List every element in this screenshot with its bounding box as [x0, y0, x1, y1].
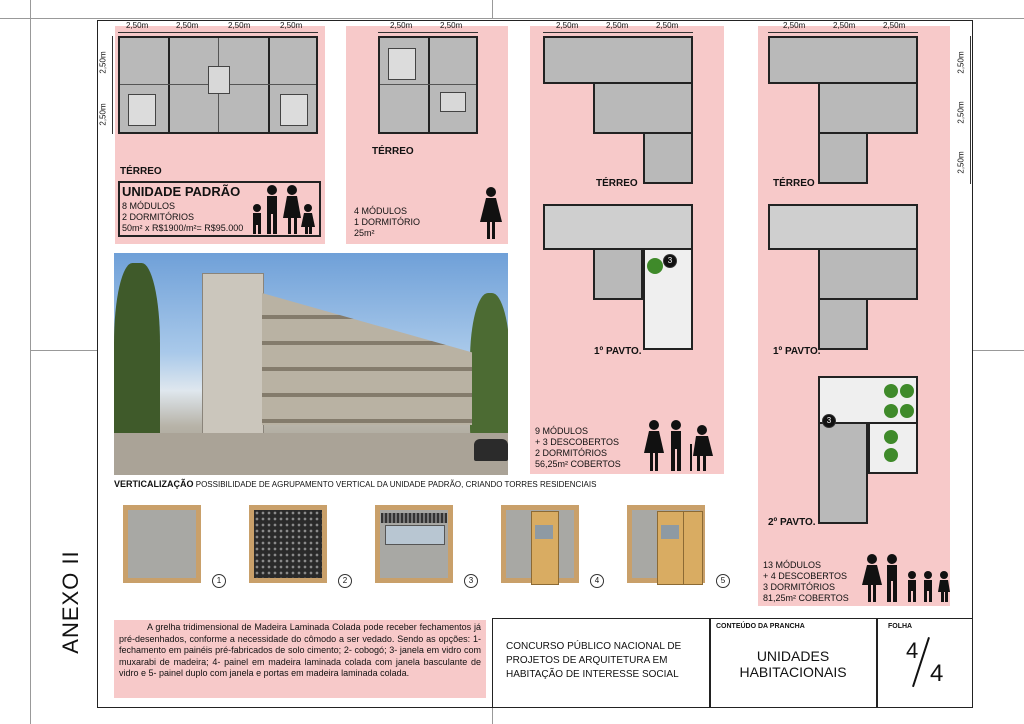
unit-d-ground-plan-stair — [818, 134, 868, 184]
panel-window-muxarabi — [369, 499, 459, 589]
glass-window — [535, 525, 553, 539]
unit-d-area: 81,25m² COBERTOS — [763, 593, 849, 603]
plant-icon — [884, 448, 898, 462]
verticalization-title: VERTICALIZAÇÃO — [114, 479, 194, 489]
wood-door — [683, 511, 703, 585]
page-rule-mid — [492, 0, 493, 18]
glass-window — [385, 525, 445, 545]
dim-line — [118, 32, 318, 33]
unit-d-first-plan-lower — [818, 250, 918, 300]
stair-marker: 3 — [822, 414, 836, 428]
panel-double-wood — [621, 499, 711, 589]
unit-c-area: 56,25m² COBERTOS — [535, 459, 621, 469]
car-shape — [474, 439, 508, 461]
annex-label: ANEXO II — [58, 550, 83, 654]
table-icon — [440, 92, 466, 112]
unit-b-area: 25m² — [354, 228, 375, 238]
unit-d-ground-label: TÉRREO — [773, 178, 815, 189]
unit-a-floor-plan — [118, 36, 318, 134]
panel-number: 1 — [212, 574, 226, 588]
unit-d-ground-plan-mid — [818, 84, 918, 134]
unit-c-ground-label: TÉRREO — [596, 178, 638, 189]
stair-marker: 3 — [663, 254, 677, 268]
sheet-number: 4 — [906, 638, 919, 663]
dim-label: 2,50m — [656, 21, 679, 30]
dim-line — [768, 32, 918, 33]
dim-label: 2,50m — [783, 21, 806, 30]
dim-label: 2,50m — [98, 51, 108, 74]
page-rule-left — [30, 350, 97, 351]
panel-wood-window — [495, 499, 585, 589]
unit-d-ground-plan — [768, 36, 918, 84]
unit-d-rooms: 3 DORMITÓRIOS — [763, 582, 836, 592]
bed-icon — [128, 94, 156, 126]
unit-a-modules: 8 MÓDULOS — [122, 201, 176, 211]
verticalization-text: POSSIBILIDADE DE AGRUPAMENTO VERTICAL DA UNIDADE PADRÃO, CRIANDO TORRES RESIDENCIAIS — [195, 480, 597, 489]
plan-wall — [380, 84, 476, 85]
unit-b-modules: 4 MÓDULOS — [354, 206, 408, 216]
description-box — [114, 620, 486, 698]
bed-icon — [388, 48, 416, 80]
building-render — [114, 253, 508, 475]
dim-label: 2,50m — [440, 21, 463, 30]
wood-door — [657, 511, 685, 585]
contest-title: CONCURSO PÚBLICO NACIONAL DE PROJETOS DE ARQUITETURA EM HABITAÇÃO DE INTERESSE SOCIAL — [506, 641, 682, 680]
page-rule-top — [0, 18, 1024, 19]
family-large-icon — [862, 553, 950, 603]
dim-line — [543, 32, 693, 33]
unit-a-cost: 50m² x R$1900/m²= R$95.000 — [122, 223, 244, 233]
sheet-label: FOLHA — [888, 623, 913, 630]
dim-line — [378, 32, 478, 33]
dim-label: 2,50m — [606, 21, 629, 30]
dim-label: 2,50m — [956, 151, 966, 174]
panel-soil-cement — [117, 499, 207, 589]
unit-a-rooms: 2 DORMITÓRIOS — [122, 212, 195, 222]
panel-cobogo — [243, 499, 333, 589]
panel-number: 2 — [338, 574, 352, 588]
unit-d-roof-garden — [868, 424, 918, 474]
unit-c-ground-plan — [543, 36, 693, 84]
dim-label: 2,50m — [228, 21, 251, 30]
ground — [114, 433, 508, 475]
content-title: UNIDADES HABITACIONAIS — [739, 648, 847, 680]
unit-c-rooms: 2 DORMITÓRIOS — [535, 448, 608, 458]
dim-label: 2,50m — [98, 103, 108, 126]
family-icon — [248, 183, 318, 235]
table-icon — [208, 66, 230, 94]
dim-label: 2,50m — [126, 21, 149, 30]
unit-d-second-plan-stair — [818, 424, 868, 524]
building-floors — [262, 293, 472, 425]
wood-frame — [249, 505, 327, 583]
unit-c-ground-plan-lower — [593, 84, 693, 134]
unit-d-first-plan-stair — [818, 300, 868, 350]
unit-d-first-label: 1º PAVTO. — [773, 346, 821, 357]
dim-line — [970, 36, 971, 184]
family-elderly-icon — [640, 418, 720, 472]
unit-a-floor-label: TÉRREO — [120, 166, 162, 177]
plan-wall — [168, 38, 170, 132]
unit-d-second-label: 2º PAVTO. — [768, 517, 816, 528]
plan-wall — [268, 38, 270, 132]
unit-d-uncovered: + 4 DESCOBERTOS — [763, 571, 847, 581]
dim-label: 2,50m — [833, 21, 856, 30]
plant-icon — [884, 404, 898, 418]
unit-c-uncovered: + 3 DESCOBERTOS — [535, 437, 619, 447]
unit-b-rooms: 1 DORMITÓRIO — [354, 217, 421, 227]
plant-icon — [884, 430, 898, 444]
content-label: CONTEÚDO DA PRANCHA — [716, 623, 805, 630]
panel-number: 5 — [716, 574, 730, 588]
page-rule-left-v — [30, 0, 31, 724]
title-block-divider — [876, 618, 878, 708]
title-block-divider — [709, 618, 711, 708]
dim-label: 2,50m — [556, 21, 579, 30]
plant-icon — [647, 258, 663, 274]
unit-a-title: UNIDADE PADRÃO — [122, 184, 241, 199]
wood-door — [531, 511, 559, 585]
glass-window — [661, 525, 679, 539]
plant-icon — [884, 384, 898, 398]
woman-icon — [478, 186, 504, 240]
dim-label: 2,50m — [956, 101, 966, 124]
dim-label: 2,50m — [280, 21, 303, 30]
unit-d-modules: 13 MÓDULOS — [763, 560, 822, 570]
unit-c-ground-plan-stair — [643, 134, 693, 184]
dim-label: 2,50m — [956, 51, 966, 74]
unit-d-first-plan — [768, 204, 918, 250]
page-rule-bottom — [492, 708, 493, 724]
page-rule-right — [973, 350, 1024, 351]
dim-label: 2,50m — [390, 21, 413, 30]
unit-c-first-plan — [543, 204, 693, 250]
description-text: A grelha tridimensional de Madeira Laminada Colada pode receber fechamentos já pré-desenhados, conforme a necessidade do cômodo a ser vedado. Sendo as opções: 1- fechamento em painéis pré-fabricados de solo cimento; 2- cobogó; 3- janela em vidro com muxarabi de madeira; 4- painel em madeira laminada colada com janela basculante de vidro e 5- painel duplo com janela e portas em madeira laminada colada. — [119, 622, 481, 678]
tree-shape — [470, 293, 508, 443]
verticalization-caption — [114, 479, 596, 489]
dim-label: 2,50m — [176, 21, 199, 30]
building-tower — [202, 273, 264, 435]
unit-b-floor-label: TÉRREO — [372, 146, 414, 157]
plant-icon — [900, 404, 914, 418]
wood-frame — [123, 505, 201, 583]
muxarabi — [381, 513, 447, 523]
unit-c-first-plan-lower — [593, 250, 643, 300]
bed-icon — [280, 94, 308, 126]
plant-icon — [900, 384, 914, 398]
dim-line — [112, 36, 113, 134]
panel-number: 4 — [590, 574, 604, 588]
panel-number: 3 — [464, 574, 478, 588]
unit-c-modules: 9 MÓDULOS — [535, 426, 589, 436]
unit-c-first-label: 1º PAVTO. — [594, 346, 642, 357]
plan-wall — [428, 38, 430, 132]
dim-label: 2,50m — [883, 21, 906, 30]
sheet-total: 4 — [930, 660, 944, 687]
unit-b-floor-plan — [378, 36, 478, 134]
